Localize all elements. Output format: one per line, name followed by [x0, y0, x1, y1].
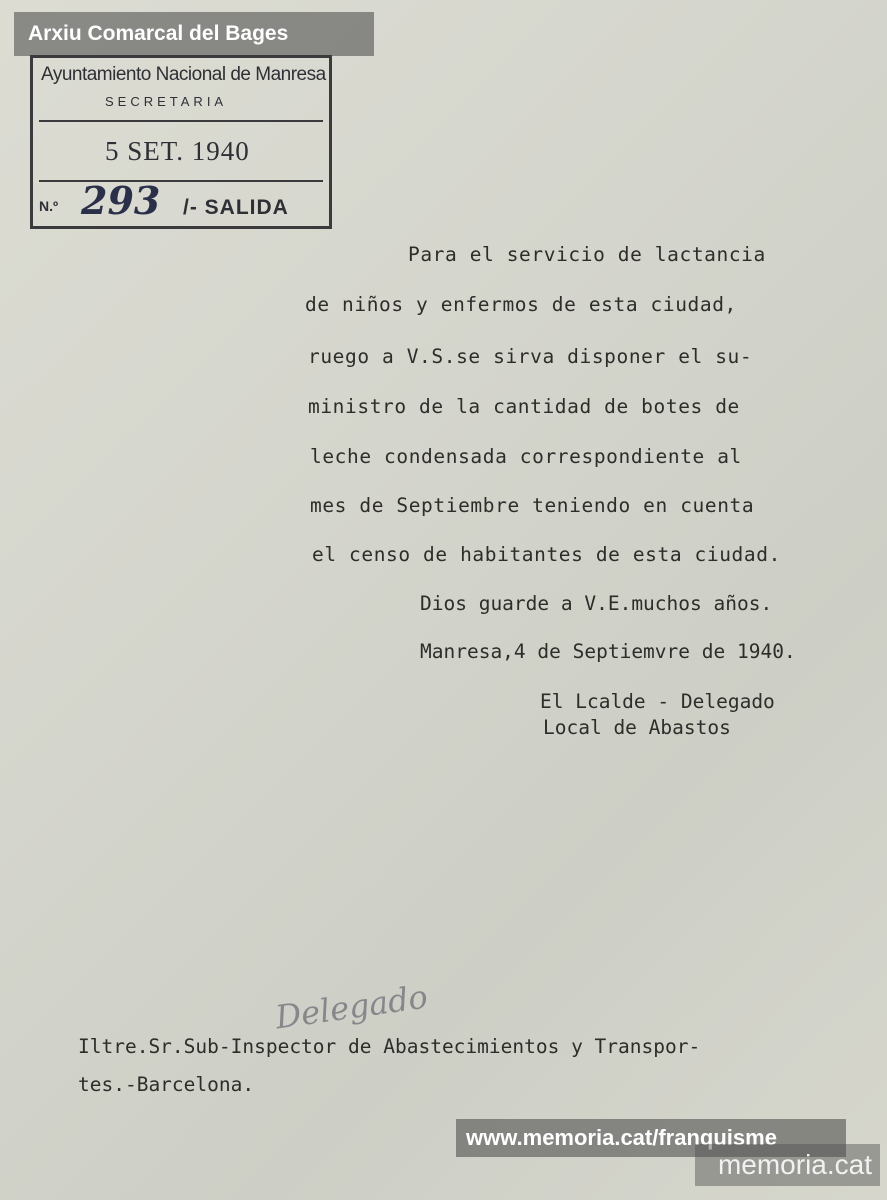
archive-watermark: Arxiu Comarcal del Bages — [14, 12, 374, 56]
place-date: Manresa,4 de Septiemvre de 1940. — [420, 640, 796, 663]
signer-title: Local de Abastos — [543, 716, 731, 739]
handwritten-annotation: Delegado — [273, 977, 430, 1037]
registry-stamp — [30, 55, 332, 229]
body-line: Para el servicio de lactancia — [408, 243, 766, 266]
stamp-title: Ayuntamiento Nacional de Manresa — [41, 64, 326, 85]
stamp-number: 293 — [81, 178, 161, 223]
body-line: ruego a V.S.se sirva disponer el su- — [308, 345, 753, 368]
body-line: el censo de habitantes de esta ciudad. — [312, 543, 781, 566]
signer-title: El Lcalde - Delegado — [540, 690, 775, 713]
closing-greeting: Dios guarde a V.E.muchos años. — [420, 592, 773, 615]
url-watermark: www.memoria.cat/franquisme — [456, 1119, 846, 1157]
addressee-line: Iltre.Sr.Sub-Inspector de Abastecimientos y Transpor- — [78, 1035, 701, 1058]
stamp-date: 5 SET. 1940 — [105, 136, 250, 166]
logo-watermark: memoria.cat — [695, 1144, 880, 1186]
stamp-salida: /- SALIDA — [183, 196, 289, 219]
body-line: ministro de la cantidad de botes de — [308, 395, 740, 418]
body-line: mes de Septiembre teniendo en cuenta — [310, 494, 755, 517]
addressee-line: tes.-Barcelona. — [78, 1073, 255, 1096]
stamp-divider — [39, 120, 323, 122]
stamp-number-label: N.º — [39, 198, 59, 214]
body-line: leche condensada correspondiente al — [310, 445, 742, 468]
body-line: de niños y enfermos de esta ciudad, — [305, 293, 737, 316]
stamp-subtitle: SECRETARIA — [105, 94, 228, 109]
